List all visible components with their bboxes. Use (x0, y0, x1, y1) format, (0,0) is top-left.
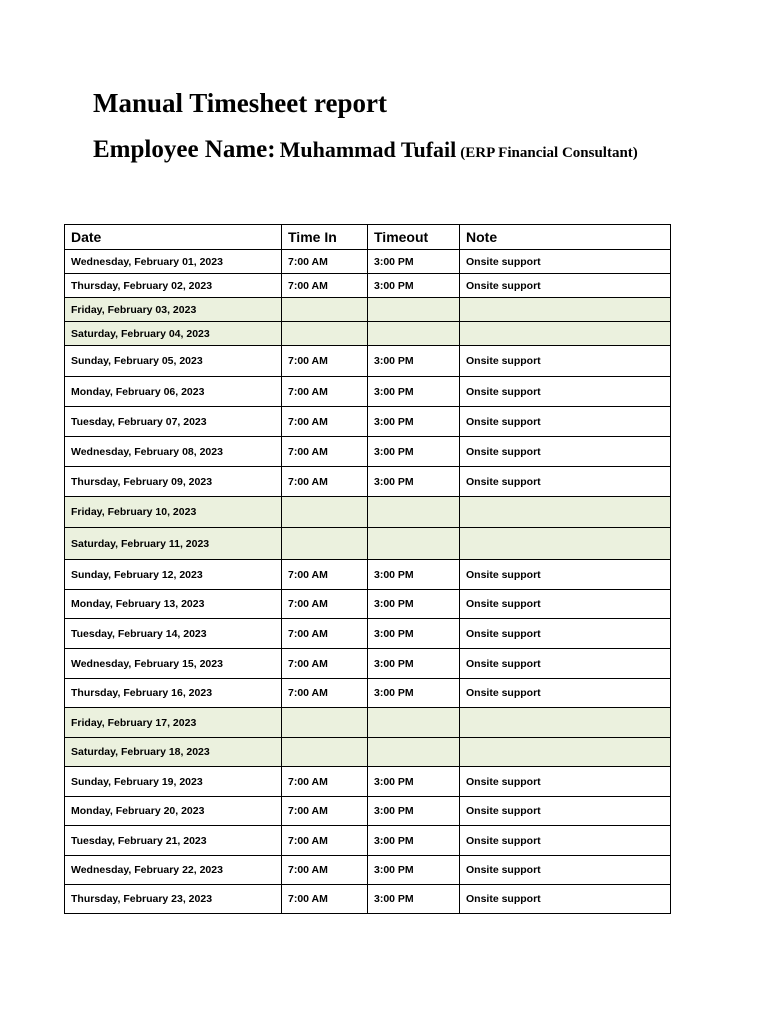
table-row (65, 619, 671, 649)
cell-time-in: 7:00 AM (282, 377, 368, 407)
cell-note: Onsite support (460, 590, 671, 619)
cell-time-in: 7:00 AM (282, 437, 368, 467)
cell-time-in: 7:00 AM (282, 250, 368, 274)
cell-date: Sunday, February 12, 2023 (65, 560, 282, 590)
cell-note: Onsite support (460, 467, 671, 497)
cell-date: Saturday, February 11, 2023 (65, 528, 282, 560)
cell-note: Onsite support (460, 679, 671, 708)
cell-time-in (282, 497, 368, 528)
cell-timeout: 3:00 PM (368, 885, 460, 914)
cell-note (460, 738, 671, 767)
cell-date: Tuesday, February 14, 2023 (65, 619, 282, 649)
cell-time-in (282, 528, 368, 560)
table-row (65, 346, 671, 377)
employee-label: Employee Name: (93, 136, 276, 163)
table-row (65, 407, 671, 437)
table-row (65, 738, 671, 767)
table-row (65, 497, 671, 528)
table-row (65, 767, 671, 797)
cell-timeout (368, 497, 460, 528)
table-row (65, 649, 671, 679)
cell-note: Onsite support (460, 767, 671, 797)
cell-note: Onsite support (460, 619, 671, 649)
cell-timeout: 3:00 PM (368, 856, 460, 885)
table-row (65, 274, 671, 298)
cell-timeout (368, 298, 460, 322)
cell-note (460, 497, 671, 528)
cell-time-in: 7:00 AM (282, 467, 368, 497)
cell-time-in: 7:00 AM (282, 856, 368, 885)
cell-timeout (368, 738, 460, 767)
cell-time-in: 7:00 AM (282, 649, 368, 679)
cell-note: Onsite support (460, 346, 671, 377)
employee-line (93, 134, 638, 169)
cell-note: Onsite support (460, 274, 671, 298)
cell-time-in (282, 738, 368, 767)
cell-timeout: 3:00 PM (368, 767, 460, 797)
cell-time-in (282, 322, 368, 346)
header-note: Note (460, 225, 671, 250)
cell-note: Onsite support (460, 885, 671, 914)
cell-date: Thursday, February 16, 2023 (65, 679, 282, 708)
cell-date: Monday, February 13, 2023 (65, 590, 282, 619)
cell-timeout (368, 708, 460, 738)
table-row (65, 560, 671, 590)
cell-time-in: 7:00 AM (282, 797, 368, 826)
cell-timeout: 3:00 PM (368, 560, 460, 590)
table-row (65, 528, 671, 560)
table-row (65, 826, 671, 856)
cell-note: Onsite support (460, 856, 671, 885)
table-row (65, 590, 671, 619)
cell-timeout: 3:00 PM (368, 649, 460, 679)
cell-timeout: 3:00 PM (368, 377, 460, 407)
cell-date: Thursday, February 09, 2023 (65, 467, 282, 497)
table-row (65, 377, 671, 407)
cell-date: Monday, February 06, 2023 (65, 377, 282, 407)
table-row (65, 298, 671, 322)
table-row (65, 797, 671, 826)
cell-timeout: 3:00 PM (368, 797, 460, 826)
table-row (65, 679, 671, 708)
cell-date: Thursday, February 02, 2023 (65, 274, 282, 298)
cell-date: Monday, February 20, 2023 (65, 797, 282, 826)
cell-timeout (368, 528, 460, 560)
cell-timeout: 3:00 PM (368, 346, 460, 377)
cell-date: Saturday, February 18, 2023 (65, 738, 282, 767)
cell-note: Onsite support (460, 826, 671, 856)
employee-name: Muhammad Tufail (279, 137, 457, 162)
cell-date: Sunday, February 05, 2023 (65, 346, 282, 377)
cell-time-in: 7:00 AM (282, 274, 368, 298)
cell-date: Friday, February 17, 2023 (65, 708, 282, 738)
cell-date: Wednesday, February 22, 2023 (65, 856, 282, 885)
cell-time-in: 7:00 AM (282, 560, 368, 590)
cell-time-in (282, 708, 368, 738)
cell-time-in: 7:00 AM (282, 407, 368, 437)
table-row (65, 437, 671, 467)
cell-date: Tuesday, February 07, 2023 (65, 407, 282, 437)
header-date: Date (65, 225, 282, 250)
cell-time-in: 7:00 AM (282, 346, 368, 377)
table-row (65, 708, 671, 738)
cell-note: Onsite support (460, 560, 671, 590)
cell-timeout: 3:00 PM (368, 619, 460, 649)
timesheet-table (64, 224, 671, 914)
table-row (65, 322, 671, 346)
cell-note (460, 322, 671, 346)
cell-timeout: 3:00 PM (368, 407, 460, 437)
report-title: Manual Timesheet report (93, 88, 387, 118)
cell-note: Onsite support (460, 250, 671, 274)
cell-date: Thursday, February 23, 2023 (65, 885, 282, 914)
cell-date: Tuesday, February 21, 2023 (65, 826, 282, 856)
cell-date: Friday, February 03, 2023 (65, 298, 282, 322)
employee-role: (ERP Financial Consultant) (460, 145, 638, 161)
table-body (65, 250, 671, 914)
cell-timeout (368, 322, 460, 346)
header-timeout: Timeout (368, 225, 460, 250)
cell-note: Onsite support (460, 377, 671, 407)
cell-timeout: 3:00 PM (368, 274, 460, 298)
cell-date: Wednesday, February 08, 2023 (65, 437, 282, 467)
cell-note (460, 298, 671, 322)
cell-time-in (282, 298, 368, 322)
cell-date: Wednesday, February 15, 2023 (65, 649, 282, 679)
cell-timeout: 3:00 PM (368, 679, 460, 708)
cell-date: Wednesday, February 01, 2023 (65, 250, 282, 274)
cell-timeout: 3:00 PM (368, 467, 460, 497)
cell-note: Onsite support (460, 407, 671, 437)
cell-timeout: 3:00 PM (368, 437, 460, 467)
table-row (65, 856, 671, 885)
cell-time-in: 7:00 AM (282, 767, 368, 797)
cell-timeout: 3:00 PM (368, 590, 460, 619)
cell-date: Friday, February 10, 2023 (65, 497, 282, 528)
cell-date: Saturday, February 04, 2023 (65, 322, 282, 346)
cell-date: Sunday, February 19, 2023 (65, 767, 282, 797)
cell-timeout: 3:00 PM (368, 826, 460, 856)
table-row (65, 467, 671, 497)
cell-note: Onsite support (460, 797, 671, 826)
cell-time-in: 7:00 AM (282, 619, 368, 649)
table-row (65, 250, 671, 274)
cell-note: Onsite support (460, 649, 671, 679)
table-row (65, 885, 671, 914)
table-header-row (65, 225, 671, 250)
cell-time-in: 7:00 AM (282, 679, 368, 708)
cell-time-in: 7:00 AM (282, 885, 368, 914)
cell-timeout: 3:00 PM (368, 250, 460, 274)
cell-note: Onsite support (460, 437, 671, 467)
cell-time-in: 7:00 AM (282, 826, 368, 856)
cell-note (460, 708, 671, 738)
header-time-in: Time In (282, 225, 368, 250)
cell-time-in: 7:00 AM (282, 590, 368, 619)
cell-note (460, 528, 671, 560)
